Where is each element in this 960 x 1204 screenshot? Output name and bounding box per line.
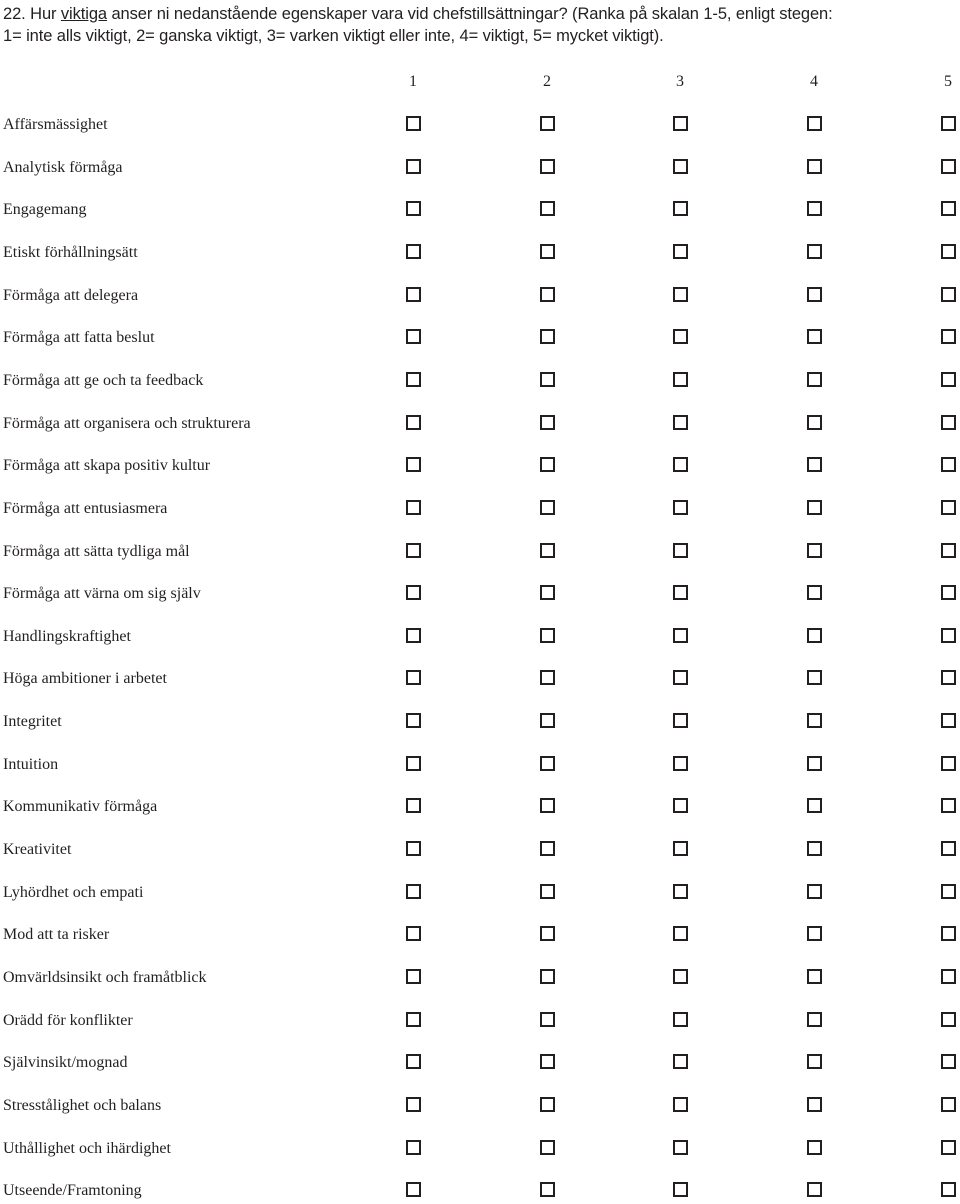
rating-checkbox-5[interactable]: [941, 585, 956, 600]
rating-checkbox-2[interactable]: [540, 543, 555, 558]
rating-checkbox-5[interactable]: [941, 884, 956, 899]
rating-checkbox-3[interactable]: [673, 585, 688, 600]
rating-checkbox-2[interactable]: [540, 1182, 555, 1197]
rating-checkbox-3[interactable]: [673, 329, 688, 344]
rating-checkbox-2[interactable]: [540, 628, 555, 643]
rating-checkbox-1[interactable]: [406, 713, 421, 728]
rating-checkbox-4[interactable]: [807, 543, 822, 558]
item-label: Mod att ta risker: [3, 926, 110, 944]
scale-label-4: 4: [810, 73, 818, 90]
rating-checkbox-5[interactable]: [941, 1140, 956, 1155]
rating-checkbox-2[interactable]: [540, 713, 555, 728]
item-label: Förmåga att delegera: [3, 286, 139, 304]
rating-checkbox-1[interactable]: [406, 1054, 421, 1069]
rating-checkbox-4[interactable]: [807, 969, 822, 984]
item-label: Engagemang: [3, 201, 87, 219]
rating-row: [0, 838, 960, 862]
rating-checkbox-5[interactable]: [941, 969, 956, 984]
rating-checkbox-2[interactable]: [540, 457, 555, 472]
rating-checkbox-5[interactable]: [941, 1012, 956, 1027]
item-label: Höga ambitioner i arbetet: [3, 670, 167, 688]
rating-checkbox-2[interactable]: [540, 1012, 555, 1027]
question-text: [3, 3, 953, 47]
rating-checkbox-3[interactable]: [673, 372, 688, 387]
rating-checkbox-4[interactable]: [807, 372, 822, 387]
rating-checkbox-2[interactable]: [540, 201, 555, 216]
rating-row: [0, 1137, 960, 1161]
rating-checkbox-4[interactable]: [807, 670, 822, 685]
rating-row: [0, 795, 960, 819]
rating-checkbox-2[interactable]: [540, 1054, 555, 1069]
scale-label-5: 5: [944, 73, 952, 90]
rating-checkbox-3[interactable]: [673, 1182, 688, 1197]
rating-checkbox-3[interactable]: [673, 159, 688, 174]
rating-checkbox-1[interactable]: [406, 841, 421, 856]
rating-checkbox-4[interactable]: [807, 415, 822, 430]
rating-checkbox-2[interactable]: [540, 116, 555, 131]
rating-checkbox-2[interactable]: [540, 969, 555, 984]
rating-row: [0, 881, 960, 905]
question-line-1: [3, 3, 953, 25]
rating-checkbox-5[interactable]: [941, 244, 956, 259]
question-emphasis: viktiga: [60, 5, 107, 23]
rating-checkbox-5[interactable]: [941, 457, 956, 472]
question-text-rest: anser ni nedanstående egenskaper vara vid chefstillsättningar? (Ranka på skalan 1-5, enligt stegen:: [111, 5, 833, 23]
rating-row: [0, 454, 960, 478]
rating-row: [0, 540, 960, 564]
item-label: Förmåga att organisera och strukturera: [3, 414, 251, 432]
item-label: Lyhördhet och empati: [3, 883, 144, 901]
rating-checkbox-5[interactable]: [941, 1182, 956, 1197]
rating-checkbox-4[interactable]: [807, 585, 822, 600]
rating-checkbox-5[interactable]: [941, 756, 956, 771]
item-label: Uthållighet och ihärdighet: [3, 1139, 171, 1157]
item-label: Handlingskraftighet: [3, 627, 131, 645]
rating-checkbox-3[interactable]: [673, 1140, 688, 1155]
scale-label-2: 2: [543, 73, 551, 90]
rating-checkbox-1[interactable]: [406, 287, 421, 302]
rating-checkbox-1[interactable]: [406, 969, 421, 984]
rating-checkbox-2[interactable]: [540, 798, 555, 813]
rating-checkbox-1[interactable]: [406, 415, 421, 430]
rating-row: [0, 369, 960, 393]
rating-row: [0, 1179, 960, 1203]
rating-checkbox-1[interactable]: [406, 1012, 421, 1027]
rating-checkbox-1[interactable]: [406, 884, 421, 899]
item-label: Förmåga att sätta tydliga mål: [3, 542, 190, 560]
rating-row: [0, 156, 960, 180]
rating-row: [0, 710, 960, 734]
rating-checkbox-5[interactable]: [941, 670, 956, 685]
rating-checkbox-2[interactable]: [540, 329, 555, 344]
rating-checkbox-3[interactable]: [673, 543, 688, 558]
rating-checkbox-2[interactable]: [540, 500, 555, 515]
rating-checkbox-3[interactable]: [673, 500, 688, 515]
item-label: Utseende/Framtoning: [3, 1182, 142, 1200]
item-label: Affärsmässighet: [3, 116, 108, 133]
item-label: Förmåga att entusiasmera: [3, 499, 168, 517]
rating-checkbox-4[interactable]: [807, 500, 822, 515]
rating-row: [0, 582, 960, 606]
rating-checkbox-1[interactable]: [406, 457, 421, 472]
rating-checkbox-4[interactable]: [807, 159, 822, 174]
rating-checkbox-5[interactable]: [941, 1097, 956, 1112]
rating-checkbox-2[interactable]: [540, 884, 555, 899]
rating-checkbox-2[interactable]: [540, 415, 555, 430]
rating-checkbox-1[interactable]: [406, 628, 421, 643]
rating-checkbox-2[interactable]: [540, 159, 555, 174]
rating-checkbox-4[interactable]: [807, 1182, 822, 1197]
rating-checkbox-5[interactable]: [941, 543, 956, 558]
rating-checkbox-4[interactable]: [807, 926, 822, 941]
rating-checkbox-2[interactable]: [540, 1140, 555, 1155]
rating-checkbox-4[interactable]: [807, 1140, 822, 1155]
rating-checkbox-4[interactable]: [807, 116, 822, 131]
rating-checkbox-3[interactable]: [673, 841, 688, 856]
scale-header: [0, 73, 960, 93]
rating-checkbox-4[interactable]: [807, 841, 822, 856]
rating-checkbox-3[interactable]: [673, 713, 688, 728]
rating-checkbox-3[interactable]: [673, 756, 688, 771]
rating-checkbox-4[interactable]: [807, 756, 822, 771]
item-label: Integritet: [3, 713, 62, 731]
rating-checkbox-5[interactable]: [941, 798, 956, 813]
question-number: 22.: [3, 5, 26, 23]
rating-checkbox-3[interactable]: [673, 670, 688, 685]
rating-checkbox-3[interactable]: [673, 798, 688, 813]
rating-checkbox-1[interactable]: [406, 329, 421, 344]
rating-checkbox-1[interactable]: [406, 585, 421, 600]
rating-checkbox-2[interactable]: [540, 841, 555, 856]
rating-checkbox-1[interactable]: [406, 159, 421, 174]
rating-checkbox-4[interactable]: [807, 1012, 822, 1027]
rating-checkbox-3[interactable]: [673, 244, 688, 259]
item-label: Förmåga att ge och ta feedback: [3, 371, 204, 389]
rating-checkbox-5[interactable]: [941, 1054, 956, 1069]
rating-checkbox-1[interactable]: [406, 543, 421, 558]
item-label: Orädd för konflikter: [3, 1011, 133, 1029]
rating-checkbox-3[interactable]: [673, 884, 688, 899]
rating-checkbox-1[interactable]: [406, 670, 421, 685]
rating-checkbox-3[interactable]: [673, 201, 688, 216]
rating-row: [0, 1009, 960, 1033]
rating-checkbox-1[interactable]: [406, 1097, 421, 1112]
rating-row: [0, 923, 960, 947]
rating-row: [0, 113, 960, 137]
item-label: Stresstålighet och balans: [3, 1096, 162, 1114]
rating-checkbox-3[interactable]: [673, 415, 688, 430]
rating-checkbox-5[interactable]: [941, 713, 956, 728]
rating-checkbox-1[interactable]: [406, 1182, 421, 1197]
rating-checkbox-4[interactable]: [807, 244, 822, 259]
rating-checkbox-3[interactable]: [673, 457, 688, 472]
rating-checkbox-2[interactable]: [540, 756, 555, 771]
rating-checkbox-1[interactable]: [406, 244, 421, 259]
rating-checkbox-3[interactable]: [673, 969, 688, 984]
scale-label-1: 1: [409, 73, 417, 90]
rating-checkbox-2[interactable]: [540, 244, 555, 259]
rating-row: [0, 1094, 960, 1118]
rating-checkbox-5[interactable]: [941, 841, 956, 856]
rating-checkbox-2[interactable]: [540, 372, 555, 387]
rating-row: [0, 667, 960, 691]
rating-checkbox-4[interactable]: [807, 457, 822, 472]
rating-checkbox-2[interactable]: [540, 287, 555, 302]
rating-checkbox-4[interactable]: [807, 201, 822, 216]
rating-checkbox-5[interactable]: [941, 500, 956, 515]
rating-checkbox-4[interactable]: [807, 884, 822, 899]
rating-checkbox-4[interactable]: [807, 1054, 822, 1069]
rating-checkbox-1[interactable]: [406, 798, 421, 813]
rating-checkbox-1[interactable]: [406, 1140, 421, 1155]
rating-checkbox-1[interactable]: [406, 372, 421, 387]
rating-checkbox-4[interactable]: [807, 628, 822, 643]
rating-checkbox-5[interactable]: [941, 415, 956, 430]
item-label: Analytisk förmåga: [3, 158, 123, 176]
rating-checkbox-1[interactable]: [406, 756, 421, 771]
rating-checkbox-3[interactable]: [673, 1054, 688, 1069]
rating-checkbox-3[interactable]: [673, 1012, 688, 1027]
rating-checkbox-3[interactable]: [673, 628, 688, 643]
rating-checkbox-5[interactable]: [941, 159, 956, 174]
rating-checkbox-1[interactable]: [406, 926, 421, 941]
rating-checkbox-5[interactable]: [941, 628, 956, 643]
rating-checkbox-2[interactable]: [540, 926, 555, 941]
rating-row: [0, 284, 960, 308]
rating-row: [0, 966, 960, 990]
scale-label-3: 3: [676, 73, 684, 90]
item-label: Kommunikativ förmåga: [3, 798, 158, 816]
item-label: Förmåga att skapa positiv kultur: [3, 457, 211, 475]
rating-row: [0, 241, 960, 265]
rating-checkbox-4[interactable]: [807, 1097, 822, 1112]
rating-row: [0, 1051, 960, 1075]
item-label: Kreativitet: [3, 841, 72, 859]
rating-checkbox-2[interactable]: [540, 585, 555, 600]
rating-checkbox-5[interactable]: [941, 329, 956, 344]
item-label: Självinsikt/mognad: [3, 1054, 128, 1072]
rating-checkbox-3[interactable]: [673, 287, 688, 302]
rating-checkbox-5[interactable]: [941, 201, 956, 216]
rating-checkbox-5[interactable]: [941, 287, 956, 302]
rating-checkbox-5[interactable]: [941, 116, 956, 131]
question-line-2: 1= inte alls viktigt, 2= ganska viktigt, 3= varken viktigt eller inte, 4= viktigt, 5= mycket viktigt).: [3, 27, 664, 45]
rating-checkbox-1[interactable]: [406, 116, 421, 131]
rating-row: [0, 198, 960, 222]
rating-checkbox-3[interactable]: [673, 926, 688, 941]
item-label: Intuition: [3, 755, 59, 773]
rating-row: [0, 753, 960, 777]
rating-checkbox-5[interactable]: [941, 372, 956, 387]
item-label: Förmåga att värna om sig själv: [3, 585, 201, 603]
item-label: Omvärldsinsikt och framåtblick: [3, 969, 207, 986]
item-label: Etiskt förhållningsätt: [3, 243, 138, 261]
rating-row: [0, 326, 960, 350]
rating-checkbox-1[interactable]: [406, 201, 421, 216]
rating-checkbox-4[interactable]: [807, 798, 822, 813]
rating-checkbox-4[interactable]: [807, 329, 822, 344]
rating-checkbox-3[interactable]: [673, 1097, 688, 1112]
rating-checkbox-1[interactable]: [406, 500, 421, 515]
rating-checkbox-4[interactable]: [807, 287, 822, 302]
item-label: Förmåga att fatta beslut: [3, 329, 155, 347]
rating-checkbox-2[interactable]: [540, 1097, 555, 1112]
rating-row: [0, 497, 960, 521]
rating-checkbox-2[interactable]: [540, 670, 555, 685]
rating-checkbox-5[interactable]: [941, 926, 956, 941]
rating-row: [0, 625, 960, 649]
rating-row: [0, 412, 960, 436]
rating-checkbox-4[interactable]: [807, 713, 822, 728]
rating-checkbox-3[interactable]: [673, 116, 688, 131]
question-word: Hur: [30, 5, 57, 23]
